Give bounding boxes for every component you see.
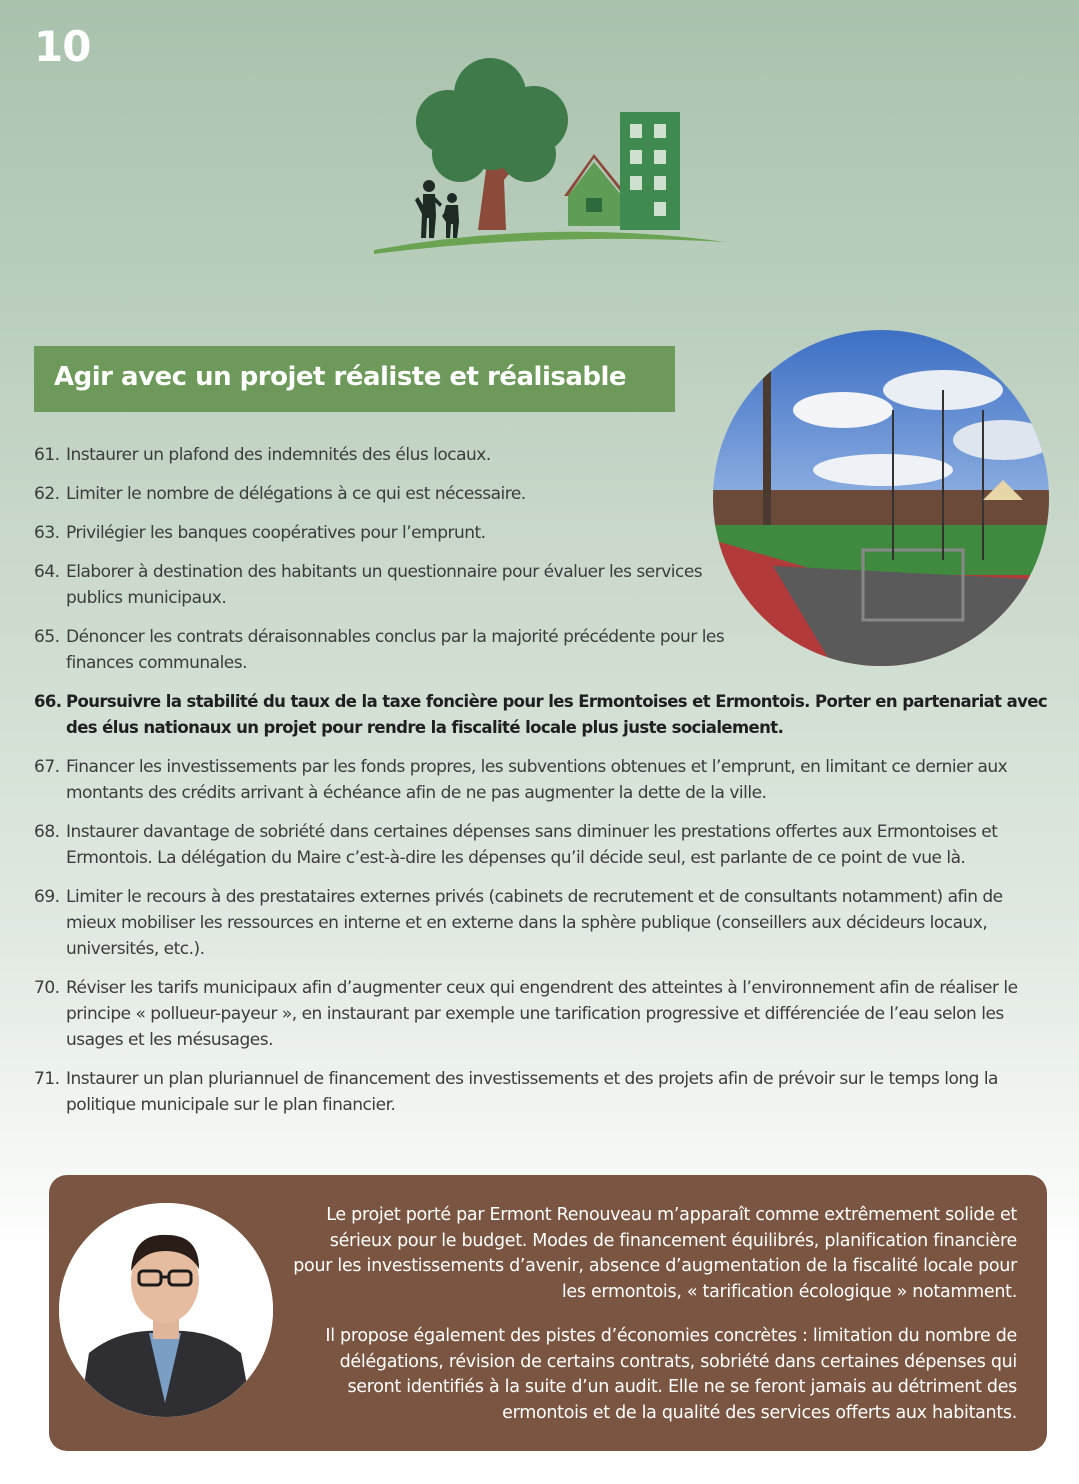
portrait-photo	[59, 1203, 273, 1417]
list-item: 70. Réviser les tarifs municipaux afin d’augmenter ceux qui engendrent des atteintes à l’environnement afin de réaliser le principe « pollueur-payeur », en instaurant par exemple une tarification progressive et différenciée de l’eau selon les usages et les mésusages.	[34, 978, 1018, 1050]
list-item: 64. Elaborer à destination des habitants un questionnaire pour évaluer les services publics municipaux.	[34, 562, 703, 608]
list-item: 65. Dénoncer les contrats déraisonnables conclus par la majorité précédente pour les finances communales.	[34, 627, 725, 673]
page-number: 10	[34, 22, 91, 71]
list-item: 62. Limiter le nombre de délégations à ce qui est nécessaire.	[34, 484, 526, 504]
testimonial-box	[49, 1175, 1047, 1451]
family-icon	[415, 180, 459, 238]
measures-list	[34, 442, 1049, 1131]
ground-arc	[374, 232, 726, 254]
section-title-bar	[34, 346, 675, 412]
building-icon	[620, 112, 680, 230]
list-item: 63. Privilégier les banques coopératives pour l’emprunt.	[34, 523, 486, 543]
list-item-highlight: 66. Poursuivre la stabilité du taux de la taxe foncière pour les Ermontoises et Ermontois. Porter en partenariat avec des élus nationaux un projet pour rendre la fiscalité locale plus juste socialement.	[34, 692, 1048, 737]
testimonial-text	[287, 1203, 1017, 1445]
testimonial-paragraph-2: Il propose également des pistes d’économies concrètes : limitation du nombre de délégations, révision de certains contrats, sobriété dans certaines dépenses qui seront identifiés à la suite d’un audit. Elle ne se feront jamais au détriment des ermontois et de la qualité des services offerts aux habitants.	[325, 1326, 1017, 1423]
list-item: 61. Instaurer un plafond des indemnités des élus locaux.	[34, 445, 491, 465]
city-nature-logo	[368, 50, 732, 258]
list-item: 71. Instaurer un plan pluriannuel de financement des investissements et des projets afin de prévoir sur le temps long la politique municipale sur le plan financier.	[34, 1069, 998, 1115]
section-title: Agir avec un projet réaliste et réalisable	[54, 362, 627, 392]
house-icon	[564, 154, 628, 226]
testimonial-paragraph-1: Le projet porté par Ermont Renouveau m’apparaît comme extrêmement solide et sérieux pour le budget. Modes de financement équilibrés, planification financière pour les investissements d’avenir, absence d’augmentation de la fiscalité locale pour les ermontois, « tarification écologique » notamment.	[293, 1205, 1017, 1302]
list-item: 67. Financer les investissements par les fonds propres, les subventions obtenues et l’emprunt, en limitant ce dernier aux montants des crédits arrivant à échéance afin de ne pas augmenter la dette de la ville.	[34, 757, 1008, 803]
list-item: 69. Limiter le recours à des prestataires externes privés (cabinets de recrutement et de consultants notamment) afin de mieux mobiliser les ressources en interne et en externe dans la sphère publique (conseillers aux décideurs locaux, universités, etc.).	[34, 887, 1003, 959]
list-item: 68. Instaurer davantage de sobriété dans certaines dépenses sans diminuer les prestations offertes aux Ermontoises et Ermontois. La délégation du Maire c’est-à-dire les dépenses qu’il décide seul, est parlante de ce point de vue là.	[34, 822, 998, 868]
